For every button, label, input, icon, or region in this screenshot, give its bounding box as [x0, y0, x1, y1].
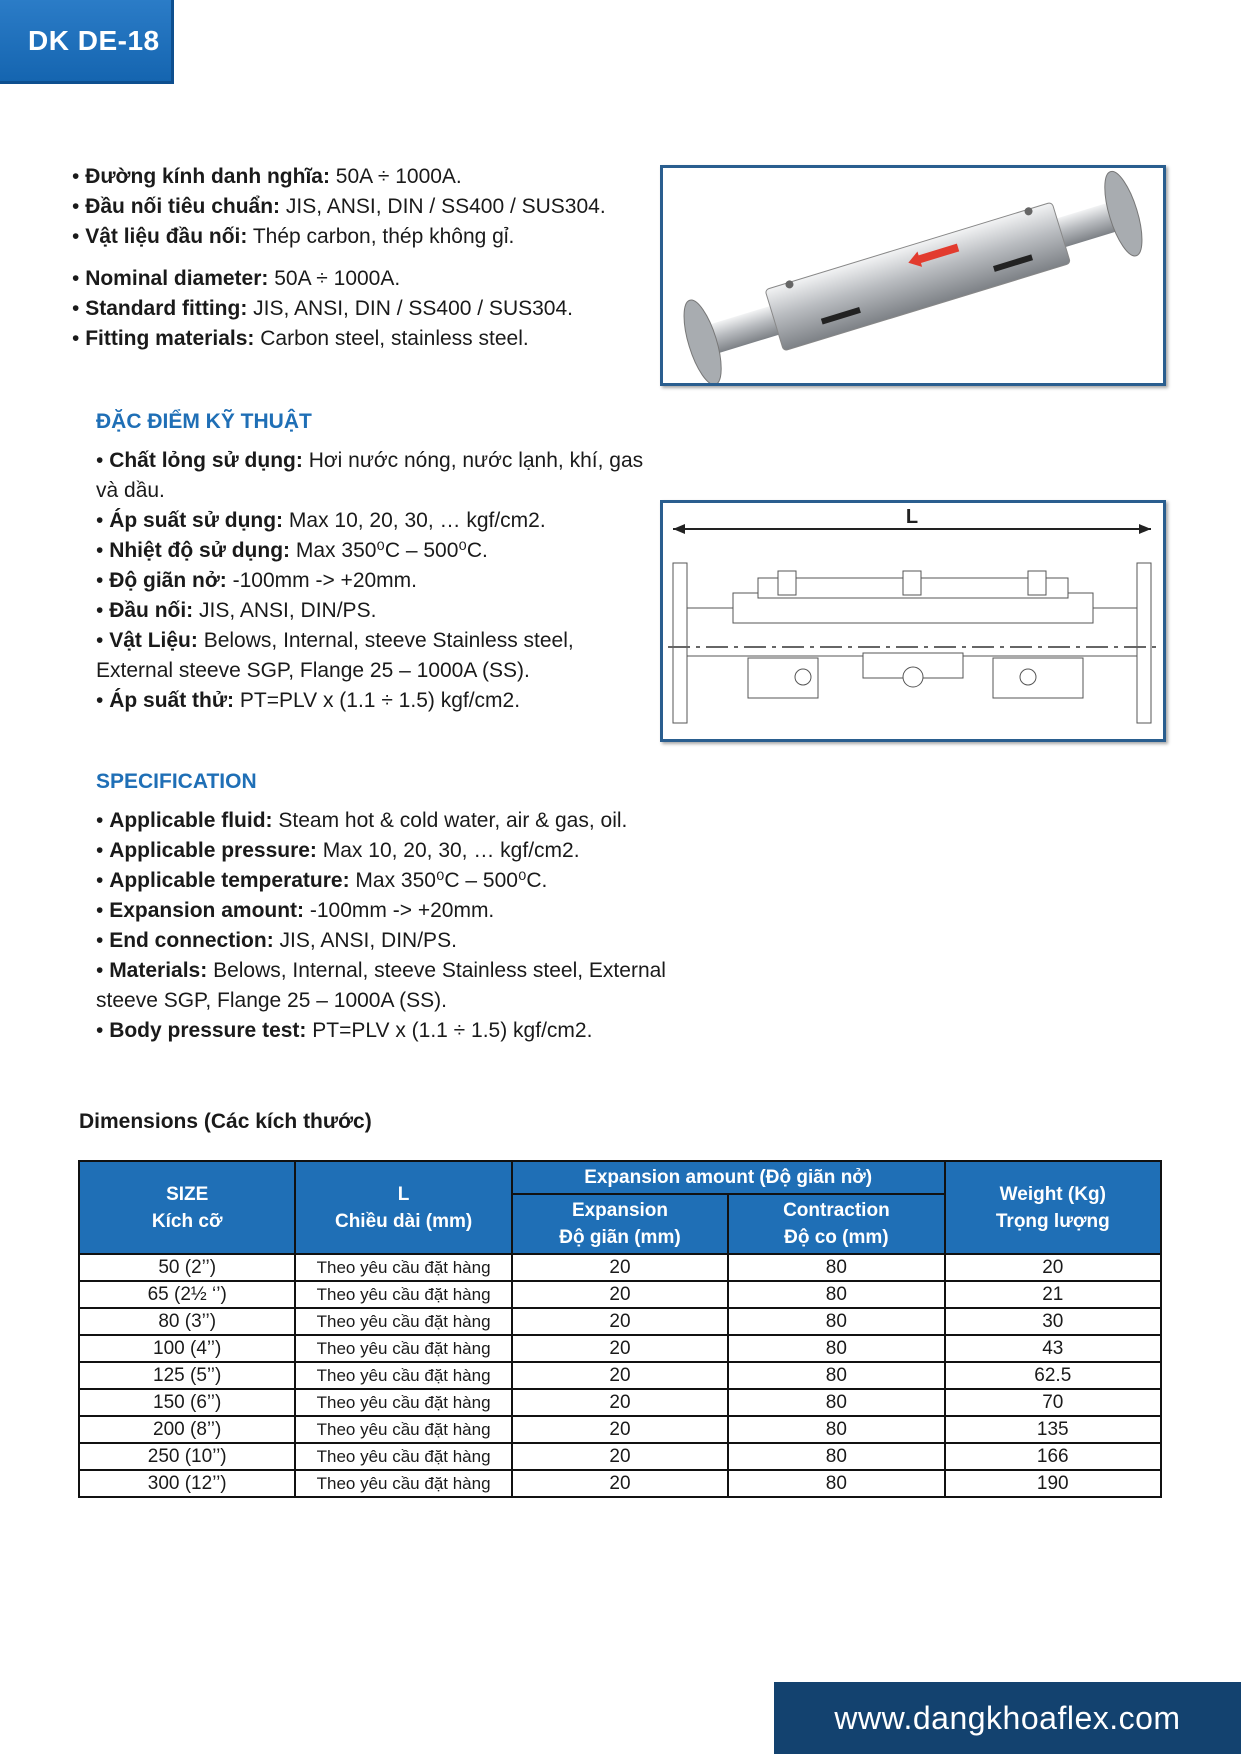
expansion-joint-photo — [663, 168, 1163, 383]
column-header-length: L Chiều dài (mm) — [295, 1161, 511, 1254]
list-item: • Nominal diameter: 50A ÷ 1000A. — [72, 267, 401, 290]
list-item: • Đầu nối tiêu chuẩn: JIS, ANSI, DIN / SS400 / SUS304. — [72, 195, 606, 218]
column-header-weight: Weight (Kg) Trọng lượng — [945, 1161, 1161, 1254]
column-header-size: SIZE Kích cỡ — [79, 1161, 295, 1254]
list-item: • Applicable pressure: Max 10, 20, 30, … kgf/cm2. — [96, 839, 580, 862]
list-item: • Độ giãn nở: -100mm -> +20mm. — [96, 569, 418, 592]
dimensions-title: Dimensions (Các kích thước) — [79, 1110, 372, 1133]
column-header-expansion: Expansion Độ giãn (mm) — [512, 1194, 728, 1254]
specs-vi-heading: ĐẶC ĐIỂM KỸ THUẬT — [96, 410, 312, 433]
model-tag — [0, 0, 174, 84]
specs-en-heading: SPECIFICATION — [96, 770, 257, 793]
website-text: www.dangkhoaflex.com — [834, 1699, 1181, 1736]
column-header-contraction: Contraction Độ co (mm) — [728, 1194, 944, 1254]
list-item: • Fitting materials: Carbon steel, stainless steel. — [72, 327, 529, 350]
list-item: • Expansion amount: -100mm -> +20mm. — [96, 899, 495, 922]
specs-en-list — [96, 806, 716, 1046]
table-row: 65 (2½ ‘’) Theo yêu cầu đặt hàng 20 80 21 — [79, 1281, 1161, 1308]
expansion-joint-drawing — [663, 503, 1163, 739]
list-item: • Đầu nối: JIS, ANSI, DIN/PS. — [96, 599, 377, 622]
table-row: 150 (6’’) Theo yêu cầu đặt hàng 20 80 70 — [79, 1389, 1161, 1416]
list-item: • Standard fitting: JIS, ANSI, DIN / SS400 / SUS304. — [72, 297, 573, 320]
list-item: • Vật liệu đầu nối: Thép carbon, thép không gỉ. — [72, 225, 515, 248]
dimensions-table — [78, 1160, 1162, 1498]
list-item: • Materials: Belows, Internal, steeve Stainless steel, External steeve SGP, Flange 25 – 1000A (SS). — [96, 959, 666, 1012]
list-item: • Body pressure test: PT=PLV x (1.1 ÷ 1.5) kgf/cm2. — [96, 1019, 593, 1042]
list-item: • Đường kính danh nghĩa: 50A ÷ 1000A. — [72, 165, 462, 188]
length-label: L — [905, 506, 919, 528]
column-header-expansion-group: Expansion amount (Độ giãn nở) — [512, 1161, 945, 1194]
list-item: • Vật Liệu: Belows, Internal, steeve Stainless steel, External steeve SGP, Flange 25 – 1000A (SS). — [96, 629, 574, 682]
specs-vi-list — [96, 446, 656, 716]
table-row: 300 (12’’) Theo yêu cầu đặt hàng 20 80 190 — [79, 1470, 1161, 1497]
list-item: • Chất lỏng sử dụng: Hơi nước nóng, nước lạnh, khí, gas và dầu. — [96, 449, 644, 502]
table-row: 100 (4’’) Theo yêu cầu đặt hàng 20 80 43 — [79, 1335, 1161, 1362]
intro-list — [72, 162, 652, 354]
table-row: 125 (5’’) Theo yêu cầu đặt hàng 20 80 62.5 — [79, 1362, 1161, 1389]
list-item: • Áp suất thử: PT=PLV x (1.1 ÷ 1.5) kgf/cm2. — [96, 689, 521, 712]
model-code: DK DE-18 — [28, 24, 160, 56]
list-item: • Áp suất sử dụng: Max 10, 20, 30, … kgf/cm2. — [96, 509, 546, 532]
list-item: • End connection: JIS, ANSI, DIN/PS. — [96, 929, 457, 952]
list-item: • Nhiệt độ sử dụng: Max 350⁰C – 500⁰C. — [96, 539, 488, 562]
table-row: 250 (10’’) Theo yêu cầu đặt hàng 20 80 166 — [79, 1443, 1161, 1470]
website-link[interactable] — [774, 1682, 1241, 1754]
product-photo — [660, 165, 1166, 386]
technical-drawing — [660, 500, 1166, 742]
list-item: • Applicable temperature: Max 350⁰C – 500⁰C. — [96, 869, 548, 892]
table-row: 50 (2’’) Theo yêu cầu đặt hàng 20 80 20 — [79, 1254, 1161, 1281]
table-row: 80 (3’’) Theo yêu cầu đặt hàng 20 80 30 — [79, 1308, 1161, 1335]
list-item: • Applicable fluid: Steam hot & cold water, air & gas, oil. — [96, 809, 628, 832]
table-row: 200 (8’’) Theo yêu cầu đặt hàng 20 80 135 — [79, 1416, 1161, 1443]
